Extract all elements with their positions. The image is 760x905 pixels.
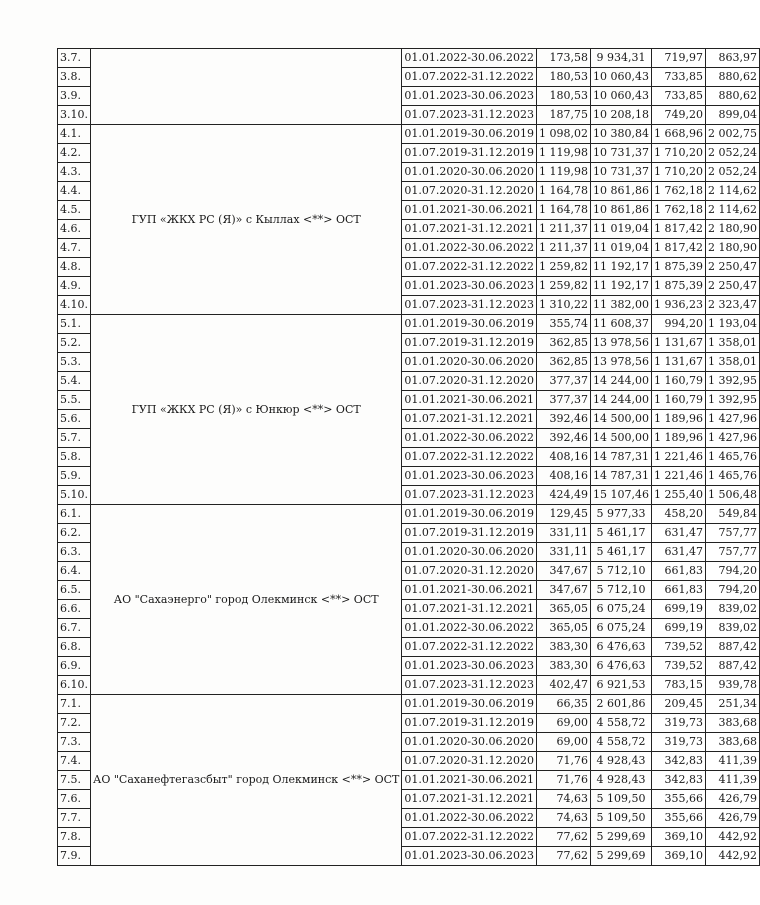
value-cell: 1 211,37 <box>537 220 591 239</box>
value-cell: 757,77 <box>706 524 760 543</box>
period-cell: 01.01.2021-30.06.2021 <box>402 581 537 600</box>
row-number: 5.8. <box>58 448 91 467</box>
value-cell: 411,39 <box>706 771 760 790</box>
value-cell: 392,46 <box>537 410 591 429</box>
value-cell: 1 131,67 <box>652 353 706 372</box>
row-number: 5.2. <box>58 334 91 353</box>
period-cell: 01.01.2022-30.06.2022 <box>402 619 537 638</box>
value-cell: 5 712,10 <box>591 581 652 600</box>
value-cell: 4 928,43 <box>591 771 652 790</box>
value-cell: 355,66 <box>652 790 706 809</box>
value-cell: 77,62 <box>537 828 591 847</box>
row-number: 5.4. <box>58 372 91 391</box>
row-number: 6.4. <box>58 562 91 581</box>
period-cell: 01.01.2022-30.06.2022 <box>402 809 537 828</box>
value-cell: 1 762,18 <box>652 182 706 201</box>
value-cell: 1 119,98 <box>537 163 591 182</box>
value-cell: 6 075,24 <box>591 600 652 619</box>
value-cell: 408,16 <box>537 467 591 486</box>
value-cell: 5 299,69 <box>591 828 652 847</box>
value-cell: 1 506,48 <box>706 486 760 505</box>
tariff-table <box>57 48 760 866</box>
value-cell: 1 465,76 <box>706 467 760 486</box>
row-number: 7.4. <box>58 752 91 771</box>
period-cell: 01.07.2020-31.12.2020 <box>402 562 537 581</box>
value-cell: 880,62 <box>706 68 760 87</box>
value-cell: 5 977,33 <box>591 505 652 524</box>
value-cell: 14 244,00 <box>591 391 652 410</box>
value-cell: 71,76 <box>537 771 591 790</box>
value-cell: 10 380,84 <box>591 125 652 144</box>
period-cell: 01.01.2023-30.06.2023 <box>402 467 537 486</box>
value-cell: 10 060,43 <box>591 68 652 87</box>
period-cell: 01.07.2019-31.12.2019 <box>402 144 537 163</box>
period-cell: 01.01.2020-30.06.2020 <box>402 543 537 562</box>
value-cell: 342,83 <box>652 771 706 790</box>
value-cell: 402,47 <box>537 676 591 695</box>
value-cell: 251,34 <box>706 695 760 714</box>
value-cell: 11 192,17 <box>591 258 652 277</box>
period-cell: 01.07.2021-31.12.2021 <box>402 600 537 619</box>
period-cell: 01.01.2022-30.06.2022 <box>402 49 537 68</box>
value-cell: 426,79 <box>706 809 760 828</box>
value-cell: 1 310,22 <box>537 296 591 315</box>
value-cell: 6 921,53 <box>591 676 652 695</box>
row-number: 6.8. <box>58 638 91 657</box>
value-cell: 11 608,37 <box>591 315 652 334</box>
value-cell: 661,83 <box>652 581 706 600</box>
value-cell: 1 160,79 <box>652 391 706 410</box>
table-row <box>58 49 760 68</box>
period-cell: 01.01.2020-30.06.2020 <box>402 733 537 752</box>
value-cell: 839,02 <box>706 619 760 638</box>
value-cell: 11 382,00 <box>591 296 652 315</box>
value-cell: 549,84 <box>706 505 760 524</box>
value-cell: 69,00 <box>537 714 591 733</box>
row-number: 7.8. <box>58 828 91 847</box>
value-cell: 733,85 <box>652 87 706 106</box>
row-number: 4.7. <box>58 239 91 258</box>
value-cell: 319,73 <box>652 733 706 752</box>
value-cell: 6 476,63 <box>591 638 652 657</box>
period-cell: 01.01.2022-30.06.2022 <box>402 429 537 448</box>
value-cell: 1 221,46 <box>652 467 706 486</box>
value-cell: 1 160,79 <box>652 372 706 391</box>
row-number: 6.10. <box>58 676 91 695</box>
value-cell: 1 936,23 <box>652 296 706 315</box>
organization-cell: АО "Саханефтегазсбыт" город Олекминск <**> ОСТ <box>91 695 402 866</box>
value-cell: 383,30 <box>537 657 591 676</box>
value-cell: 5 109,50 <box>591 790 652 809</box>
value-cell: 369,10 <box>652 828 706 847</box>
row-number: 3.7. <box>58 49 91 68</box>
tariff-table-body <box>58 49 760 866</box>
value-cell: 71,76 <box>537 752 591 771</box>
value-cell: 442,92 <box>706 828 760 847</box>
row-number: 7.6. <box>58 790 91 809</box>
value-cell: 6 476,63 <box>591 657 652 676</box>
value-cell: 14 244,00 <box>591 372 652 391</box>
period-cell: 01.01.2019-30.06.2019 <box>402 695 537 714</box>
value-cell: 362,85 <box>537 353 591 372</box>
row-number: 7.2. <box>58 714 91 733</box>
row-number: 4.4. <box>58 182 91 201</box>
value-cell: 1 465,76 <box>706 448 760 467</box>
value-cell: 1 164,78 <box>537 182 591 201</box>
value-cell: 1 427,96 <box>706 410 760 429</box>
value-cell: 74,63 <box>537 790 591 809</box>
value-cell: 2 002,75 <box>706 125 760 144</box>
row-number: 5.3. <box>58 353 91 372</box>
value-cell: 2 114,62 <box>706 201 760 220</box>
row-number: 7.9. <box>58 847 91 866</box>
period-cell: 01.07.2022-31.12.2022 <box>402 638 537 657</box>
value-cell: 5 712,10 <box>591 562 652 581</box>
value-cell: 11 019,04 <box>591 220 652 239</box>
value-cell: 1 762,18 <box>652 201 706 220</box>
row-number: 4.10. <box>58 296 91 315</box>
row-number: 3.10. <box>58 106 91 125</box>
organization-cell: АО "Сахаэнерго" город Олекминск <**> ОСТ <box>91 505 402 695</box>
value-cell: 69,00 <box>537 733 591 752</box>
row-number: 5.7. <box>58 429 91 448</box>
value-cell: 15 107,46 <box>591 486 652 505</box>
value-cell: 1 710,20 <box>652 144 706 163</box>
period-cell: 01.07.2019-31.12.2019 <box>402 714 537 733</box>
value-cell: 365,05 <box>537 619 591 638</box>
value-cell: 1 817,42 <box>652 239 706 258</box>
value-cell: 14 500,00 <box>591 429 652 448</box>
row-number: 6.3. <box>58 543 91 562</box>
row-number: 7.5. <box>58 771 91 790</box>
value-cell: 887,42 <box>706 638 760 657</box>
row-number: 6.9. <box>58 657 91 676</box>
value-cell: 880,62 <box>706 87 760 106</box>
row-number: 7.7. <box>58 809 91 828</box>
value-cell: 1 817,42 <box>652 220 706 239</box>
value-cell: 383,68 <box>706 714 760 733</box>
value-cell: 14 787,31 <box>591 467 652 486</box>
value-cell: 13 978,56 <box>591 334 652 353</box>
value-cell: 5 461,17 <box>591 524 652 543</box>
value-cell: 5 109,50 <box>591 809 652 828</box>
period-cell: 01.01.2023-30.06.2023 <box>402 657 537 676</box>
value-cell: 377,37 <box>537 391 591 410</box>
period-cell: 01.07.2020-31.12.2020 <box>402 182 537 201</box>
value-cell: 1 392,95 <box>706 372 760 391</box>
row-number: 3.9. <box>58 87 91 106</box>
value-cell: 10 731,37 <box>591 163 652 182</box>
value-cell: 11 019,04 <box>591 239 652 258</box>
value-cell: 739,52 <box>652 638 706 657</box>
value-cell: 887,42 <box>706 657 760 676</box>
value-cell: 392,46 <box>537 429 591 448</box>
period-cell: 01.01.2021-30.06.2021 <box>402 771 537 790</box>
row-number: 6.2. <box>58 524 91 543</box>
value-cell: 319,73 <box>652 714 706 733</box>
value-cell: 173,58 <box>537 49 591 68</box>
period-cell: 01.07.2021-31.12.2021 <box>402 410 537 429</box>
value-cell: 1 255,40 <box>652 486 706 505</box>
value-cell: 2 250,47 <box>706 277 760 296</box>
period-cell: 01.01.2023-30.06.2023 <box>402 87 537 106</box>
value-cell: 2 052,24 <box>706 163 760 182</box>
period-cell: 01.07.2019-31.12.2019 <box>402 334 537 353</box>
value-cell: 1 211,37 <box>537 239 591 258</box>
value-cell: 2 601,86 <box>591 695 652 714</box>
value-cell: 631,47 <box>652 524 706 543</box>
value-cell: 733,85 <box>652 68 706 87</box>
row-number: 6.6. <box>58 600 91 619</box>
row-number: 5.5. <box>58 391 91 410</box>
table-row <box>58 315 760 334</box>
value-cell: 209,45 <box>652 695 706 714</box>
value-cell: 1 189,96 <box>652 429 706 448</box>
value-cell: 129,45 <box>537 505 591 524</box>
value-cell: 1 710,20 <box>652 163 706 182</box>
row-number: 6.7. <box>58 619 91 638</box>
row-number: 4.5. <box>58 201 91 220</box>
value-cell: 939,78 <box>706 676 760 695</box>
value-cell: 1 259,82 <box>537 277 591 296</box>
period-cell: 01.07.2023-31.12.2023 <box>402 296 537 315</box>
value-cell: 14 787,31 <box>591 448 652 467</box>
value-cell: 1 098,02 <box>537 125 591 144</box>
value-cell: 1 119,98 <box>537 144 591 163</box>
value-cell: 383,68 <box>706 733 760 752</box>
period-cell: 01.07.2022-31.12.2022 <box>402 448 537 467</box>
value-cell: 10 060,43 <box>591 87 652 106</box>
value-cell: 180,53 <box>537 87 591 106</box>
value-cell: 1 668,96 <box>652 125 706 144</box>
value-cell: 994,20 <box>652 315 706 334</box>
value-cell: 1 221,46 <box>652 448 706 467</box>
value-cell: 408,16 <box>537 448 591 467</box>
value-cell: 426,79 <box>706 790 760 809</box>
row-number: 4.8. <box>58 258 91 277</box>
value-cell: 2 250,47 <box>706 258 760 277</box>
value-cell: 4 558,72 <box>591 733 652 752</box>
value-cell: 783,15 <box>652 676 706 695</box>
period-cell: 01.01.2019-30.06.2019 <box>402 125 537 144</box>
period-cell: 01.07.2023-31.12.2023 <box>402 676 537 695</box>
period-cell: 01.07.2022-31.12.2022 <box>402 828 537 847</box>
row-number: 7.3. <box>58 733 91 752</box>
value-cell: 1 259,82 <box>537 258 591 277</box>
period-cell: 01.01.2023-30.06.2023 <box>402 847 537 866</box>
value-cell: 11 192,17 <box>591 277 652 296</box>
value-cell: 1 875,39 <box>652 258 706 277</box>
row-number: 4.3. <box>58 163 91 182</box>
value-cell: 839,02 <box>706 600 760 619</box>
value-cell: 1 358,01 <box>706 334 760 353</box>
value-cell: 4 928,43 <box>591 752 652 771</box>
row-number: 5.6. <box>58 410 91 429</box>
value-cell: 187,75 <box>537 106 591 125</box>
value-cell: 9 934,31 <box>591 49 652 68</box>
value-cell: 863,97 <box>706 49 760 68</box>
value-cell: 411,39 <box>706 752 760 771</box>
value-cell: 631,47 <box>652 543 706 562</box>
value-cell: 424,49 <box>537 486 591 505</box>
value-cell: 2 323,47 <box>706 296 760 315</box>
value-cell: 10 208,18 <box>591 106 652 125</box>
period-cell: 01.07.2019-31.12.2019 <box>402 524 537 543</box>
value-cell: 331,11 <box>537 543 591 562</box>
value-cell: 757,77 <box>706 543 760 562</box>
row-number: 5.10. <box>58 486 91 505</box>
value-cell: 1 392,95 <box>706 391 760 410</box>
table-row <box>58 125 760 144</box>
value-cell: 347,67 <box>537 562 591 581</box>
value-cell: 5 299,69 <box>591 847 652 866</box>
value-cell: 6 075,24 <box>591 619 652 638</box>
value-cell: 355,74 <box>537 315 591 334</box>
value-cell: 749,20 <box>652 106 706 125</box>
row-number: 4.6. <box>58 220 91 239</box>
organization-cell <box>91 49 402 125</box>
value-cell: 4 558,72 <box>591 714 652 733</box>
value-cell: 66,35 <box>537 695 591 714</box>
value-cell: 1 875,39 <box>652 277 706 296</box>
period-cell: 01.01.2020-30.06.2020 <box>402 163 537 182</box>
period-cell: 01.07.2020-31.12.2020 <box>402 372 537 391</box>
value-cell: 77,62 <box>537 847 591 866</box>
row-number: 5.1. <box>58 315 91 334</box>
value-cell: 331,11 <box>537 524 591 543</box>
table-row <box>58 695 760 714</box>
row-number: 7.1. <box>58 695 91 714</box>
value-cell: 442,92 <box>706 847 760 866</box>
value-cell: 180,53 <box>537 68 591 87</box>
value-cell: 2 180,90 <box>706 239 760 258</box>
value-cell: 794,20 <box>706 581 760 600</box>
value-cell: 899,04 <box>706 106 760 125</box>
period-cell: 01.01.2021-30.06.2021 <box>402 391 537 410</box>
value-cell: 362,85 <box>537 334 591 353</box>
value-cell: 719,97 <box>652 49 706 68</box>
value-cell: 10 861,86 <box>591 201 652 220</box>
row-number: 4.1. <box>58 125 91 144</box>
value-cell: 355,66 <box>652 809 706 828</box>
value-cell: 14 500,00 <box>591 410 652 429</box>
value-cell: 74,63 <box>537 809 591 828</box>
value-cell: 5 461,17 <box>591 543 652 562</box>
value-cell: 10 861,86 <box>591 182 652 201</box>
value-cell: 10 731,37 <box>591 144 652 163</box>
period-cell: 01.07.2022-31.12.2022 <box>402 68 537 87</box>
value-cell: 699,19 <box>652 619 706 638</box>
period-cell: 01.01.2021-30.06.2021 <box>402 201 537 220</box>
value-cell: 1 358,01 <box>706 353 760 372</box>
row-number: 4.9. <box>58 277 91 296</box>
row-number: 6.5. <box>58 581 91 600</box>
value-cell: 13 978,56 <box>591 353 652 372</box>
value-cell: 1 164,78 <box>537 201 591 220</box>
value-cell: 1 189,96 <box>652 410 706 429</box>
period-cell: 01.01.2019-30.06.2019 <box>402 505 537 524</box>
value-cell: 2 180,90 <box>706 220 760 239</box>
value-cell: 794,20 <box>706 562 760 581</box>
row-number: 5.9. <box>58 467 91 486</box>
period-cell: 01.01.2020-30.06.2020 <box>402 353 537 372</box>
value-cell: 1 131,67 <box>652 334 706 353</box>
period-cell: 01.01.2022-30.06.2022 <box>402 239 537 258</box>
period-cell: 01.07.2021-31.12.2021 <box>402 790 537 809</box>
period-cell: 01.07.2023-31.12.2023 <box>402 106 537 125</box>
period-cell: 01.07.2021-31.12.2021 <box>402 220 537 239</box>
period-cell: 01.07.2020-31.12.2020 <box>402 752 537 771</box>
value-cell: 661,83 <box>652 562 706 581</box>
value-cell: 2 052,24 <box>706 144 760 163</box>
value-cell: 377,37 <box>537 372 591 391</box>
value-cell: 458,20 <box>652 505 706 524</box>
row-number: 3.8. <box>58 68 91 87</box>
value-cell: 699,19 <box>652 600 706 619</box>
value-cell: 739,52 <box>652 657 706 676</box>
value-cell: 1 427,96 <box>706 429 760 448</box>
organization-cell: ГУП «ЖКХ РС (Я)» с Кыллах <**> ОСТ <box>91 125 402 315</box>
value-cell: 2 114,62 <box>706 182 760 201</box>
period-cell: 01.07.2023-31.12.2023 <box>402 486 537 505</box>
value-cell: 1 193,04 <box>706 315 760 334</box>
period-cell: 01.01.2019-30.06.2019 <box>402 315 537 334</box>
value-cell: 347,67 <box>537 581 591 600</box>
table-row <box>58 505 760 524</box>
value-cell: 342,83 <box>652 752 706 771</box>
row-number: 6.1. <box>58 505 91 524</box>
value-cell: 365,05 <box>537 600 591 619</box>
organization-cell: ГУП «ЖКХ РС (Я)» с Юнкюр <**> ОСТ <box>91 315 402 505</box>
value-cell: 383,30 <box>537 638 591 657</box>
row-number: 4.2. <box>58 144 91 163</box>
value-cell: 369,10 <box>652 847 706 866</box>
period-cell: 01.07.2022-31.12.2022 <box>402 258 537 277</box>
period-cell: 01.01.2023-30.06.2023 <box>402 277 537 296</box>
